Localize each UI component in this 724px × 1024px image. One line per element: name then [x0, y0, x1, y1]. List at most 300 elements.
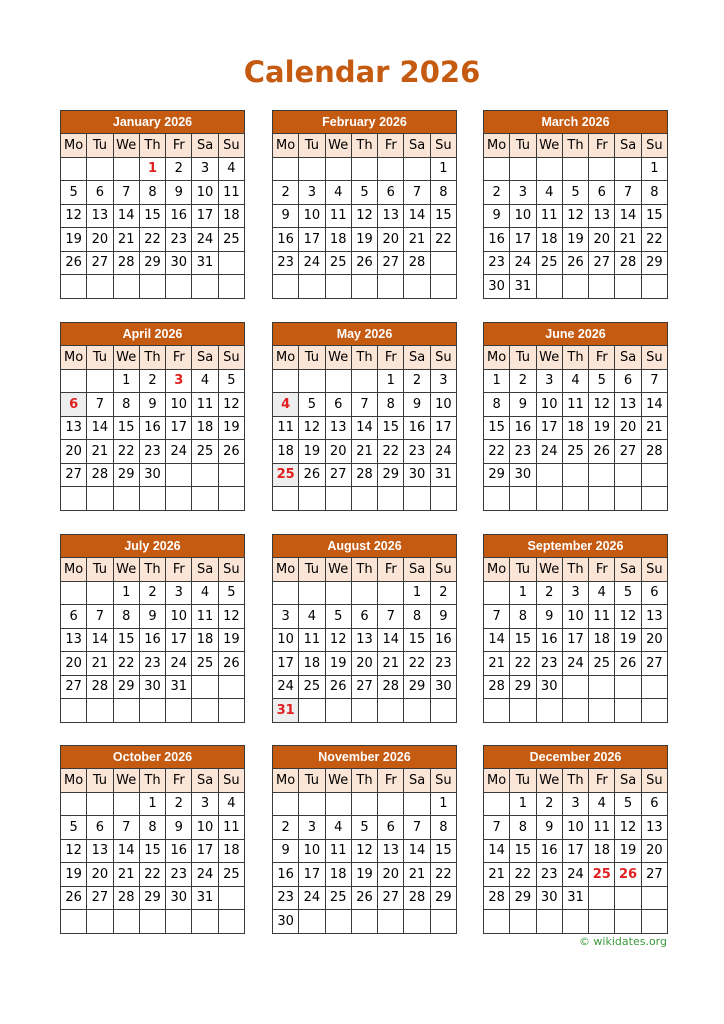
day-cell: 2	[510, 369, 536, 393]
empty-cell	[273, 792, 299, 816]
day-cell: 23	[510, 440, 536, 464]
empty-cell	[641, 910, 667, 934]
empty-cell	[510, 157, 536, 181]
day-cell: 22	[430, 863, 456, 887]
day-cell: 24	[510, 251, 536, 275]
empty-cell	[430, 699, 456, 723]
day-cell: 5	[615, 792, 641, 816]
empty-cell	[87, 699, 113, 723]
day-cell: 28	[641, 440, 667, 464]
day-cell: 28	[113, 886, 139, 910]
empty-cell	[325, 487, 351, 511]
day-cell: 2	[430, 581, 456, 605]
day-cell: 5	[61, 181, 87, 205]
weekday-header: We	[113, 134, 139, 158]
day-cell: 27	[61, 463, 87, 487]
weekday-header: Th	[562, 558, 588, 582]
weekday-header: Mo	[273, 558, 299, 582]
day-cell: 7	[484, 816, 510, 840]
empty-cell	[404, 699, 430, 723]
empty-cell	[113, 157, 139, 181]
weekday-header: Fr	[166, 769, 192, 793]
day-cell: 1	[484, 369, 510, 393]
day-cell: 24	[273, 675, 299, 699]
day-cell: 13	[589, 204, 615, 228]
empty-cell	[589, 910, 615, 934]
month-title: February 2026	[273, 111, 457, 134]
day-cell: 22	[378, 440, 404, 464]
empty-cell	[325, 275, 351, 299]
day-cell: 10	[536, 393, 562, 417]
weekday-header: Tu	[510, 558, 536, 582]
empty-cell	[61, 581, 87, 605]
day-cell: 7	[641, 369, 667, 393]
day-cell: 7	[113, 816, 139, 840]
weekday-header: Sa	[615, 558, 641, 582]
day-cell: 12	[61, 839, 87, 863]
day-cell: 23	[273, 251, 299, 275]
empty-cell	[378, 581, 404, 605]
empty-cell	[430, 251, 456, 275]
day-cell: 8	[510, 605, 536, 629]
day-cell: 20	[641, 839, 667, 863]
day-cell: 14	[113, 839, 139, 863]
day-cell: 17	[166, 628, 192, 652]
day-cell: 5	[299, 393, 325, 417]
day-cell: 23	[536, 652, 562, 676]
empty-cell	[299, 487, 325, 511]
empty-cell	[325, 157, 351, 181]
day-cell: 11	[218, 816, 244, 840]
weekday-header: Th	[562, 346, 588, 370]
day-cell: 9	[166, 816, 192, 840]
day-cell: 15	[139, 839, 165, 863]
day-cell: 16	[273, 863, 299, 887]
day-cell: 10	[192, 181, 218, 205]
day-cell: 25	[589, 863, 615, 887]
day-cell: 20	[87, 863, 113, 887]
day-cell: 30	[166, 251, 192, 275]
day-cell: 19	[218, 416, 244, 440]
day-cell: 20	[351, 652, 377, 676]
empty-cell	[87, 369, 113, 393]
empty-cell	[510, 910, 536, 934]
empty-cell	[589, 675, 615, 699]
day-cell: 22	[139, 863, 165, 887]
weekday-header: Fr	[589, 134, 615, 158]
day-cell: 27	[589, 251, 615, 275]
empty-cell	[484, 581, 510, 605]
day-cell: 9	[139, 393, 165, 417]
empty-cell	[113, 792, 139, 816]
month-title: September 2026	[484, 535, 668, 558]
empty-cell	[218, 487, 244, 511]
day-cell: 14	[641, 393, 667, 417]
empty-cell	[139, 487, 165, 511]
day-cell: 13	[61, 416, 87, 440]
day-cell: 22	[139, 228, 165, 252]
empty-cell	[562, 157, 588, 181]
day-cell: 1	[113, 581, 139, 605]
day-cell: 6	[589, 181, 615, 205]
weekday-header: Tu	[87, 134, 113, 158]
day-cell: 4	[273, 393, 299, 417]
day-cell: 19	[218, 628, 244, 652]
day-cell: 25	[562, 440, 588, 464]
day-cell: 4	[218, 157, 244, 181]
weekday-header: Tu	[510, 346, 536, 370]
day-cell: 20	[87, 228, 113, 252]
month-title: August 2026	[273, 535, 457, 558]
day-cell: 9	[536, 605, 562, 629]
empty-cell	[536, 487, 562, 511]
empty-cell	[273, 369, 299, 393]
weekday-header: Mo	[61, 346, 87, 370]
day-cell: 27	[641, 863, 667, 887]
day-cell: 3	[273, 605, 299, 629]
day-cell: 18	[325, 228, 351, 252]
weekday-header: Sa	[615, 769, 641, 793]
day-cell: 6	[641, 792, 667, 816]
day-cell: 21	[87, 440, 113, 464]
month-title: October 2026	[61, 746, 245, 769]
day-cell: 5	[351, 816, 377, 840]
empty-cell	[166, 699, 192, 723]
weekday-header: Th	[139, 134, 165, 158]
weekday-header: Th	[562, 769, 588, 793]
day-cell: 8	[641, 181, 667, 205]
day-cell: 4	[218, 792, 244, 816]
weekday-header: Fr	[166, 134, 192, 158]
day-cell: 30	[510, 463, 536, 487]
weekday-header: Su	[430, 346, 456, 370]
weekday-header: Fr	[166, 558, 192, 582]
weekday-header: Fr	[166, 346, 192, 370]
day-cell: 26	[615, 652, 641, 676]
day-cell: 24	[166, 440, 192, 464]
day-cell: 8	[139, 181, 165, 205]
day-cell: 25	[192, 440, 218, 464]
day-cell: 9	[484, 204, 510, 228]
weekday-header: Sa	[192, 134, 218, 158]
day-cell: 8	[113, 393, 139, 417]
day-cell: 31	[562, 886, 588, 910]
empty-cell	[378, 275, 404, 299]
empty-cell	[351, 581, 377, 605]
day-cell: 25	[325, 251, 351, 275]
day-cell: 5	[61, 816, 87, 840]
day-cell: 29	[113, 675, 139, 699]
empty-cell	[113, 487, 139, 511]
day-cell: 22	[510, 652, 536, 676]
weekday-header: We	[536, 558, 562, 582]
day-cell: 12	[299, 416, 325, 440]
day-cell: 1	[510, 581, 536, 605]
month-table	[272, 534, 457, 723]
day-cell: 6	[61, 605, 87, 629]
empty-cell	[536, 699, 562, 723]
weekday-header: Su	[430, 134, 456, 158]
month-title: November 2026	[273, 746, 457, 769]
day-cell: 4	[536, 181, 562, 205]
empty-cell	[61, 792, 87, 816]
month-table	[60, 322, 245, 511]
empty-cell	[218, 886, 244, 910]
empty-cell	[484, 157, 510, 181]
day-cell: 18	[192, 628, 218, 652]
day-cell: 4	[325, 816, 351, 840]
day-cell: 17	[192, 839, 218, 863]
day-cell: 23	[484, 251, 510, 275]
day-cell: 27	[87, 251, 113, 275]
day-cell: 27	[378, 251, 404, 275]
empty-cell	[404, 157, 430, 181]
day-cell: 28	[484, 886, 510, 910]
empty-cell	[430, 910, 456, 934]
month-table	[272, 322, 457, 511]
day-cell: 28	[484, 675, 510, 699]
day-cell: 26	[589, 440, 615, 464]
day-cell: 10	[299, 204, 325, 228]
month-title: March 2026	[484, 111, 668, 134]
empty-cell	[218, 275, 244, 299]
weekday-header: Sa	[404, 558, 430, 582]
day-cell: 27	[61, 675, 87, 699]
day-cell: 20	[325, 440, 351, 464]
day-cell: 17	[299, 863, 325, 887]
weekday-header: Fr	[378, 134, 404, 158]
weekday-header: Su	[430, 558, 456, 582]
day-cell: 23	[430, 652, 456, 676]
day-cell: 1	[510, 792, 536, 816]
empty-cell	[351, 369, 377, 393]
day-cell: 29	[430, 886, 456, 910]
month-table	[60, 110, 245, 299]
empty-cell	[218, 910, 244, 934]
empty-cell	[589, 699, 615, 723]
empty-cell	[273, 157, 299, 181]
day-cell: 14	[113, 204, 139, 228]
day-cell: 16	[484, 228, 510, 252]
day-cell: 16	[139, 628, 165, 652]
day-cell: 31	[166, 675, 192, 699]
day-cell: 2	[139, 369, 165, 393]
day-cell: 5	[562, 181, 588, 205]
day-cell: 2	[484, 181, 510, 205]
day-cell: 26	[299, 463, 325, 487]
day-cell: 19	[615, 628, 641, 652]
day-cell: 24	[166, 652, 192, 676]
day-cell: 3	[166, 581, 192, 605]
day-cell: 8	[484, 393, 510, 417]
empty-cell	[562, 487, 588, 511]
weekday-header: Su	[641, 346, 667, 370]
empty-cell	[61, 699, 87, 723]
weekday-header: Fr	[589, 558, 615, 582]
day-cell: 5	[351, 181, 377, 205]
empty-cell	[378, 792, 404, 816]
day-cell: 9	[404, 393, 430, 417]
day-cell: 1	[641, 157, 667, 181]
day-cell: 1	[430, 792, 456, 816]
day-cell: 26	[351, 886, 377, 910]
day-cell: 6	[325, 393, 351, 417]
day-cell: 29	[139, 251, 165, 275]
day-cell: 26	[325, 675, 351, 699]
empty-cell	[484, 699, 510, 723]
day-cell: 23	[166, 863, 192, 887]
empty-cell	[615, 487, 641, 511]
day-cell: 21	[351, 440, 377, 464]
empty-cell	[615, 463, 641, 487]
day-cell: 19	[589, 416, 615, 440]
empty-cell	[61, 487, 87, 511]
empty-cell	[139, 275, 165, 299]
day-cell: 26	[351, 251, 377, 275]
day-cell: 31	[430, 463, 456, 487]
weekday-header: Mo	[273, 134, 299, 158]
day-cell: 1	[139, 792, 165, 816]
day-cell: 4	[562, 369, 588, 393]
day-cell: 27	[378, 886, 404, 910]
day-cell: 9	[273, 204, 299, 228]
day-cell: 8	[510, 816, 536, 840]
empty-cell	[113, 699, 139, 723]
day-cell: 12	[615, 816, 641, 840]
day-cell: 16	[273, 228, 299, 252]
month-title: July 2026	[61, 535, 245, 558]
empty-cell	[378, 487, 404, 511]
empty-cell	[192, 699, 218, 723]
empty-cell	[325, 699, 351, 723]
day-cell: 18	[299, 652, 325, 676]
page-title: Calendar 2026	[243, 55, 481, 89]
day-cell: 2	[166, 157, 192, 181]
empty-cell	[562, 675, 588, 699]
empty-cell	[615, 699, 641, 723]
day-cell: 26	[61, 886, 87, 910]
day-cell: 8	[430, 816, 456, 840]
day-cell: 13	[87, 839, 113, 863]
empty-cell	[430, 275, 456, 299]
day-cell: 11	[325, 204, 351, 228]
day-cell: 14	[87, 416, 113, 440]
day-cell: 10	[299, 839, 325, 863]
day-cell: 5	[218, 581, 244, 605]
day-cell: 14	[484, 839, 510, 863]
empty-cell	[192, 275, 218, 299]
empty-cell	[61, 910, 87, 934]
day-cell: 30	[430, 675, 456, 699]
day-cell: 3	[562, 581, 588, 605]
empty-cell	[589, 157, 615, 181]
day-cell: 19	[351, 863, 377, 887]
month-table	[483, 322, 668, 511]
empty-cell	[218, 463, 244, 487]
day-cell: 24	[536, 440, 562, 464]
day-cell: 2	[166, 792, 192, 816]
empty-cell	[589, 463, 615, 487]
day-cell: 1	[378, 369, 404, 393]
weekday-header: Mo	[484, 769, 510, 793]
day-cell: 18	[589, 839, 615, 863]
day-cell: 21	[378, 652, 404, 676]
day-cell: 18	[325, 863, 351, 887]
day-cell: 2	[139, 581, 165, 605]
day-cell: 13	[351, 628, 377, 652]
weekday-header: We	[113, 769, 139, 793]
day-cell: 6	[615, 369, 641, 393]
day-cell: 10	[562, 816, 588, 840]
day-cell: 11	[589, 816, 615, 840]
day-cell: 28	[615, 251, 641, 275]
empty-cell	[299, 369, 325, 393]
weekday-header: Th	[351, 769, 377, 793]
weekday-header: Su	[430, 769, 456, 793]
footer-credit: © wikidates.org	[578, 935, 667, 948]
weekday-header: Fr	[589, 346, 615, 370]
day-cell: 17	[562, 628, 588, 652]
weekday-header: Sa	[192, 346, 218, 370]
day-cell: 11	[589, 605, 615, 629]
day-cell: 5	[615, 581, 641, 605]
day-cell: 6	[61, 393, 87, 417]
day-cell: 23	[536, 863, 562, 887]
day-cell: 15	[430, 839, 456, 863]
day-cell: 15	[404, 628, 430, 652]
weekday-header: Tu	[299, 346, 325, 370]
empty-cell	[536, 910, 562, 934]
day-cell: 29	[113, 463, 139, 487]
day-cell: 4	[299, 605, 325, 629]
day-cell: 23	[273, 886, 299, 910]
day-cell: 3	[430, 369, 456, 393]
empty-cell	[61, 275, 87, 299]
day-cell: 22	[113, 652, 139, 676]
day-cell: 30	[139, 675, 165, 699]
day-cell: 6	[378, 816, 404, 840]
weekday-header: Mo	[61, 134, 87, 158]
empty-cell	[351, 487, 377, 511]
weekday-header: Th	[351, 558, 377, 582]
weekday-header: Su	[641, 558, 667, 582]
empty-cell	[641, 487, 667, 511]
weekday-header: Tu	[510, 769, 536, 793]
weekday-header: Sa	[192, 558, 218, 582]
day-cell: 5	[218, 369, 244, 393]
day-cell: 6	[351, 605, 377, 629]
day-cell: 14	[87, 628, 113, 652]
day-cell: 18	[218, 839, 244, 863]
day-cell: 13	[615, 393, 641, 417]
day-cell: 11	[536, 204, 562, 228]
day-cell: 23	[139, 440, 165, 464]
day-cell: 12	[218, 605, 244, 629]
day-cell: 10	[430, 393, 456, 417]
weekday-header: Mo	[484, 558, 510, 582]
day-cell: 22	[641, 228, 667, 252]
empty-cell	[589, 487, 615, 511]
day-cell: 22	[430, 228, 456, 252]
day-cell: 12	[351, 839, 377, 863]
day-cell: 25	[589, 652, 615, 676]
day-cell: 26	[61, 251, 87, 275]
weekday-header: Sa	[192, 769, 218, 793]
day-cell: 15	[139, 204, 165, 228]
day-cell: 19	[351, 228, 377, 252]
day-cell: 3	[510, 181, 536, 205]
day-cell: 16	[166, 204, 192, 228]
